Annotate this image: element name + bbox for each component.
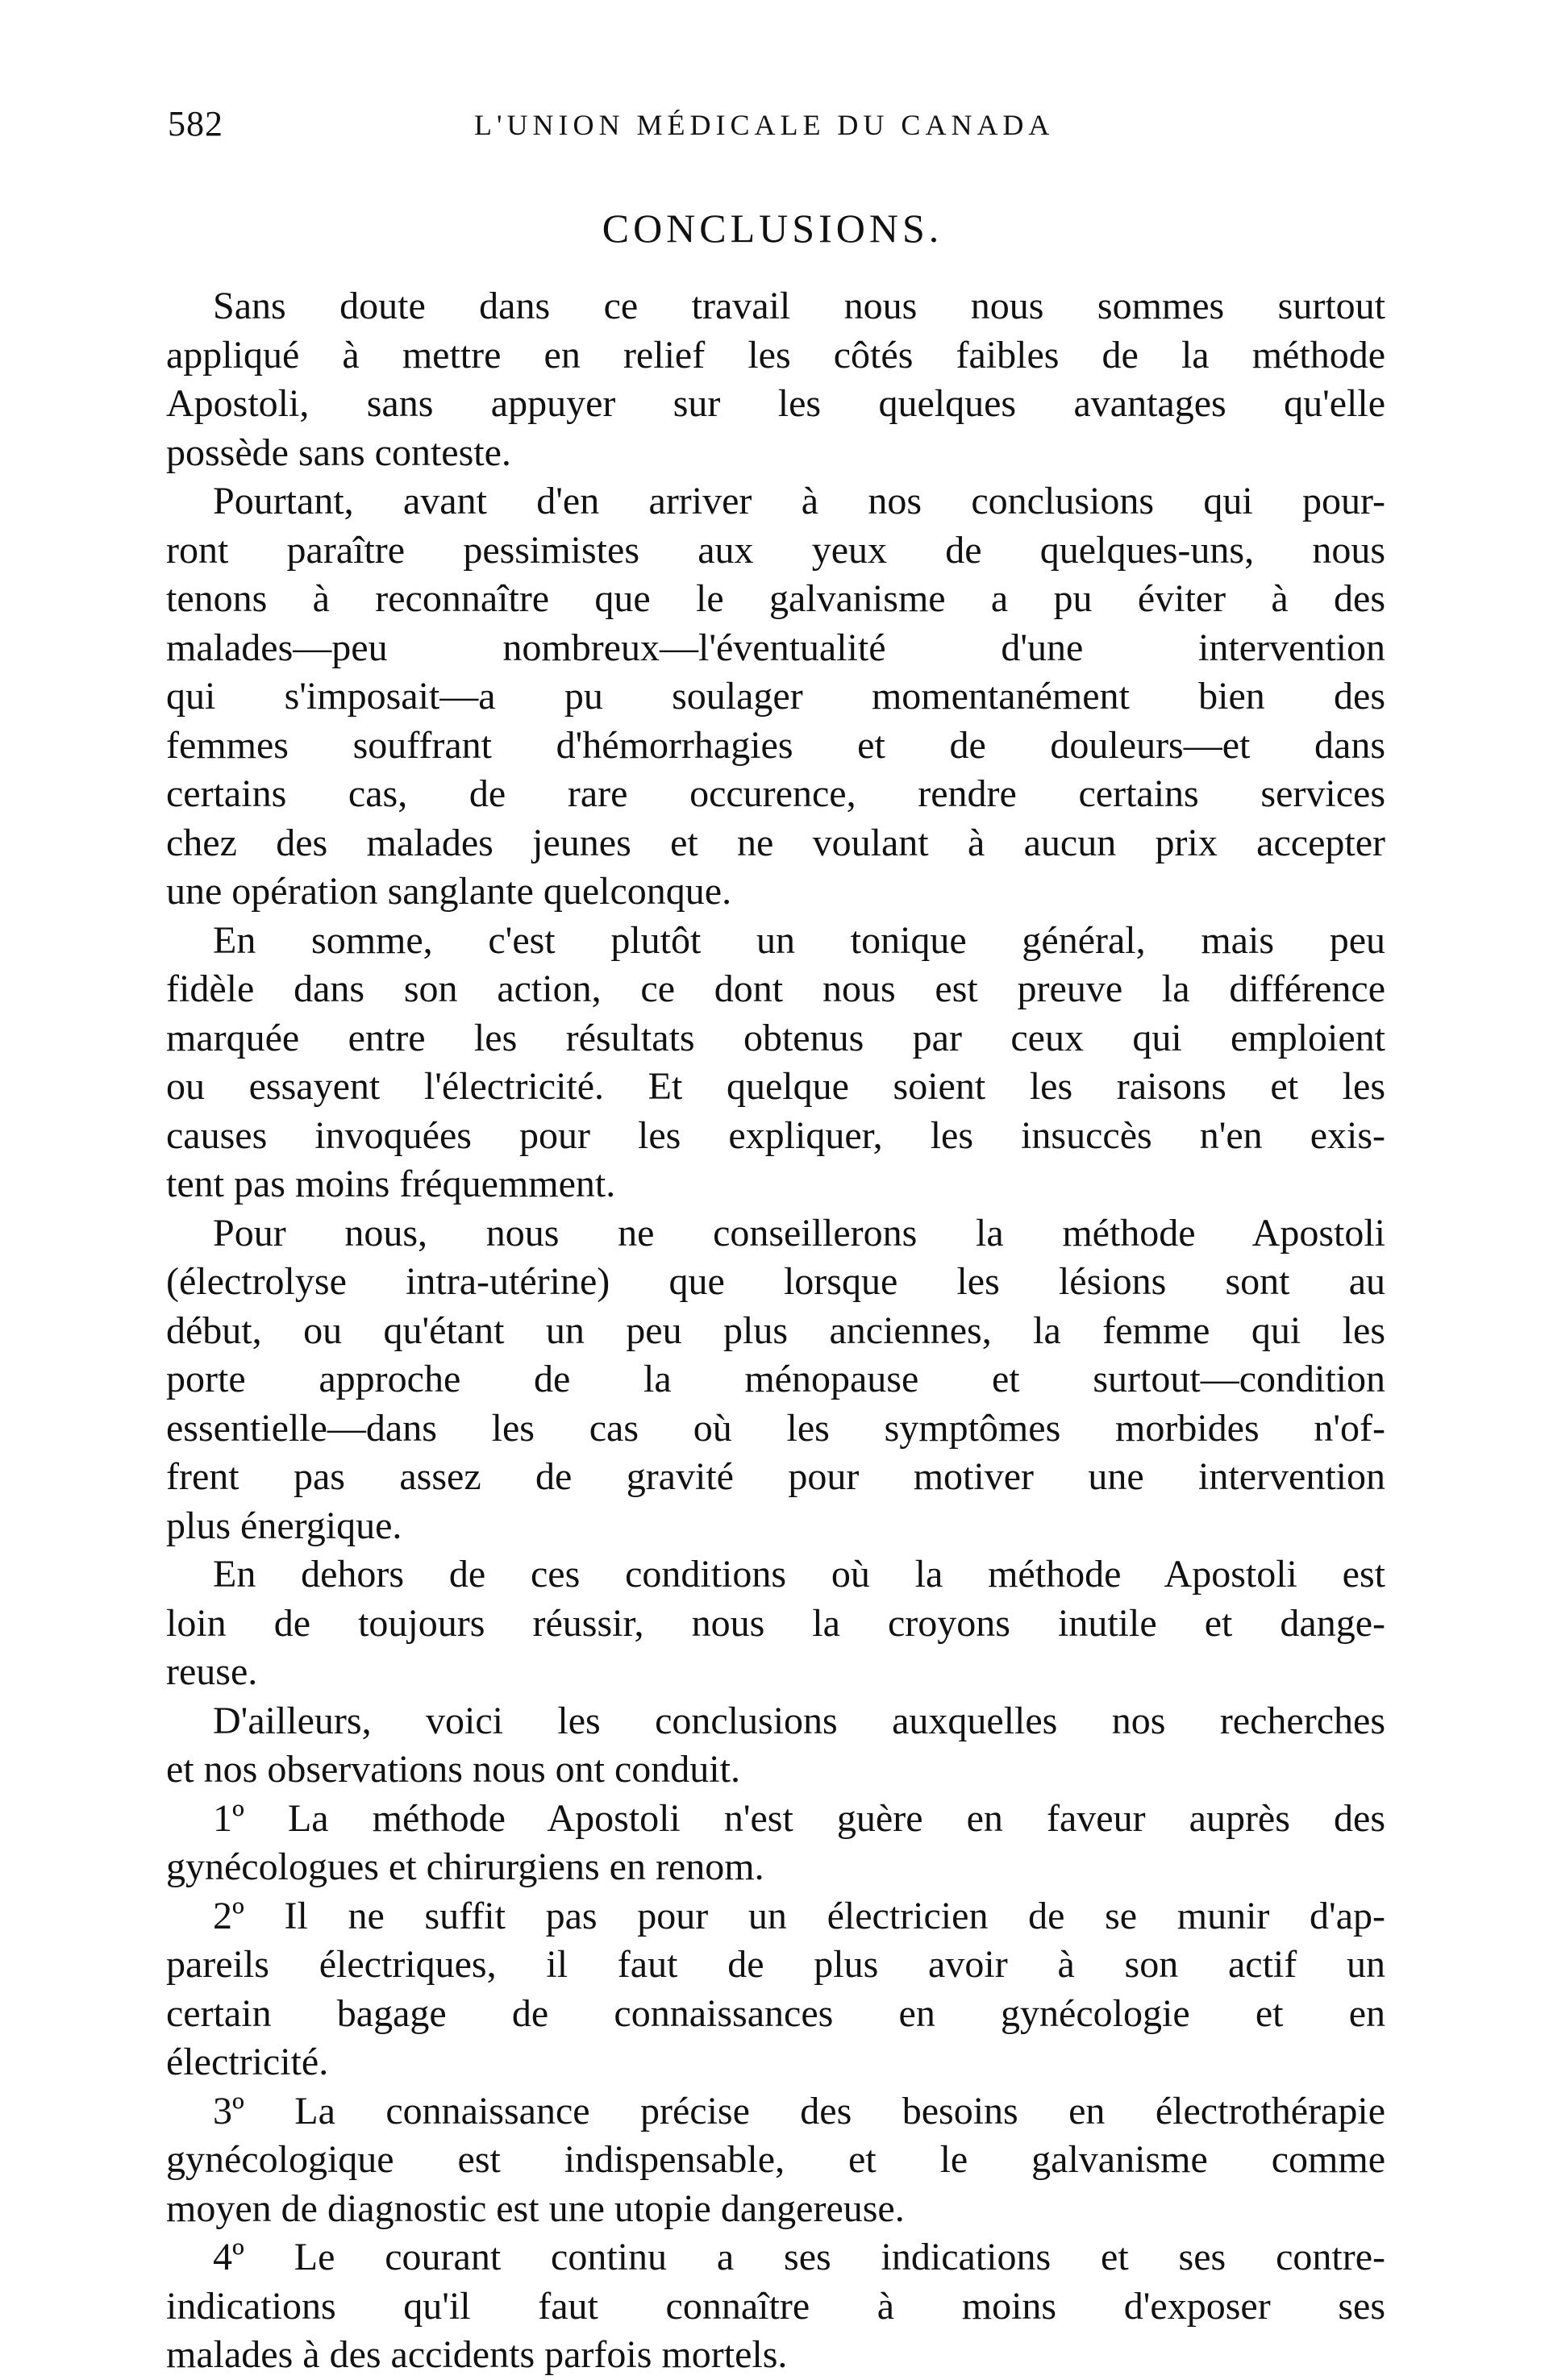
text-line: 3º La connaissance précise des besoins en électrothérapie	[213, 2089, 1385, 2132]
text-line: gynécologues et chirurgiens en renom.	[166, 1845, 764, 1888]
text-line: indications qu'il faut connaître à moins d'exposer ses	[166, 2284, 1385, 2328]
text-line: gynécologique est indispensable, et le galvanisme comme	[166, 2138, 1385, 2181]
journal-title: L'UNION MÉDICALE DU CANADA	[474, 109, 1055, 141]
text-line: certains cas, de rare occurence, rendre certains services	[166, 772, 1385, 815]
text-line: appliqué à mettre en relief les côtés faibles de la méthode	[166, 333, 1385, 377]
text-line: Pourtant, avant d'en arriver à nos conclusions qui pour-	[213, 480, 1385, 522]
text-line: certain bagage de connaissances en gynécologie et en	[166, 1991, 1385, 2035]
text-line: porte approche de la ménopause et surtout—condition	[166, 1358, 1385, 1400]
text-line: pareils électriques, il faut de plus avoir à son actif un	[166, 1943, 1385, 1986]
text-line: En dehors de ces conditions où la méthode Apostoli est	[213, 1553, 1385, 1596]
text-line: tent pas moins fréquemment.	[166, 1163, 616, 1205]
text-line: début, ou qu'étant un peu plus anciennes, la femme qui les	[166, 1309, 1385, 1352]
text-line: qui s'imposait—a pu soulager momentanément bien des	[166, 675, 1385, 718]
text-line: plus énergique.	[166, 1504, 402, 1547]
text-line: Pour nous, nous ne conseillerons la méthode Apostoli	[213, 1211, 1385, 1254]
text-line: reuse.	[166, 1650, 258, 1693]
text-line: (électrolyse intra-utérine) que lorsque les lésions sont au	[166, 1260, 1385, 1303]
text-line: ou essayent l'électricité. Et quelque soient les raisons et les	[166, 1065, 1385, 1108]
text-line: Sans doute dans ce travail nous nous sommes surtout	[213, 285, 1385, 327]
running-head	[168, 103, 1377, 152]
page-number: 582	[168, 104, 223, 144]
text-line: et nos observations nous ont conduit.	[166, 1748, 740, 1791]
text-line: électricité.	[166, 2041, 329, 2083]
text-line: D'ailleurs, voici les conclusions auxquelles nos recherches	[213, 1699, 1385, 1742]
text-line: 4º Le courant continu a ses indications et ses contre-	[213, 2236, 1385, 2278]
text-line: fidèle dans son action, ce dont nous est preuve la différence	[166, 967, 1385, 1010]
text-line: frent pas assez de gravité pour motiver une intervention	[166, 1455, 1385, 1498]
body-text	[166, 282, 1385, 2380]
text-line: femmes souffrant d'hémorrhagies et de douleurs—et dans	[166, 723, 1385, 767]
text-line: moyen de diagnostic est une utopie dangereuse.	[166, 2187, 905, 2230]
text-line: En somme, c'est plutôt un tonique général, mais peu	[213, 918, 1385, 962]
text-line: ront paraître pessimistes aux yeux de quelques-uns, nous	[166, 528, 1385, 572]
text-line: tenons à reconnaître que le galvanisme a pu éviter à des	[166, 577, 1385, 620]
text-line: possède sans conteste.	[166, 431, 511, 474]
text-line: malades—peu nombreux—l'éventualité d'une intervention	[166, 626, 1385, 669]
text-line: 1º La méthode Apostoli n'est guère en faveur auprès des	[213, 1796, 1385, 1840]
text-line: causes invoquées pour les expliquer, les insuccès n'en exis-	[166, 1113, 1385, 1157]
text-line: 2º Il ne suffit pas pour un électricien de se munir d'ap-	[213, 1894, 1385, 1937]
text-line: essentielle—dans les cas où les symptômes morbides n'of-	[166, 1406, 1385, 1450]
text-line: une opération sanglante quelconque.	[166, 870, 732, 913]
text-line: Apostoli, sans appuyer sur les quelques avantages qu'elle	[166, 382, 1385, 425]
text-line: marquée entre les résultats obtenus par ceux qui emploient	[166, 1016, 1385, 1059]
text-line: chez des malades jeunes et ne voulant à aucun prix accepter	[166, 821, 1385, 864]
section-heading: CONCLUSIONS.	[602, 206, 943, 251]
text-line: loin de toujours réussir, nous la croyons inutile et dange-	[166, 1601, 1385, 1645]
text-line: malades à des accidents parfois mortels.	[166, 2333, 788, 2376]
